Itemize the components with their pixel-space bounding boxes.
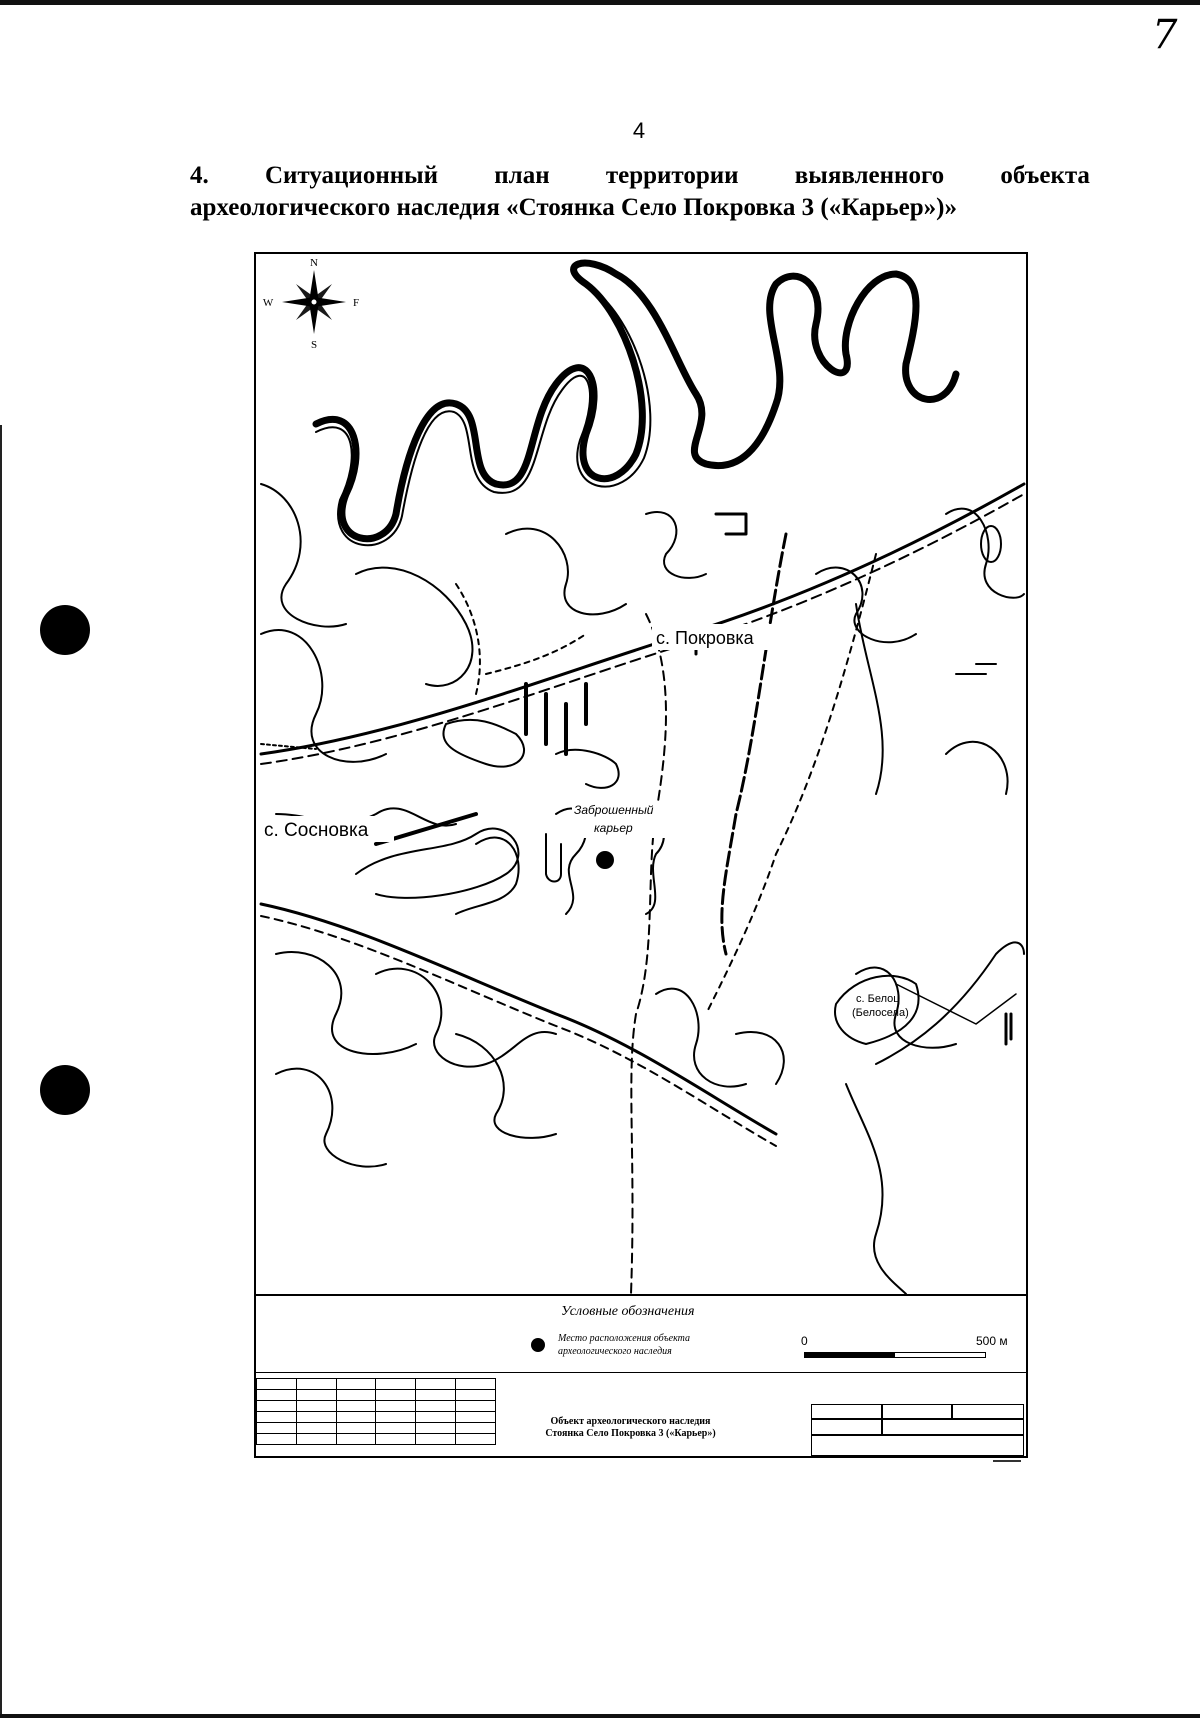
compass-n: N: [310, 257, 318, 269]
scale-end: 500 м: [976, 1334, 1008, 1348]
compass-s: S: [310, 339, 318, 351]
title-block-table: [256, 1378, 496, 1445]
compass-w: W: [262, 297, 274, 309]
legend-divider: [256, 1372, 1026, 1373]
map-canvas: [256, 254, 1026, 1294]
object-title-line1: Объект археологического наследия: [550, 1416, 711, 1427]
object-title-line2: Стоянка Село Покровка 3 («Карьер»): [545, 1428, 716, 1439]
top-edge-line: [0, 0, 1200, 5]
label-village-right: с. Белоц: [856, 993, 900, 1005]
punch-hole-bottom: [40, 1065, 90, 1115]
left-edge-line: [0, 425, 2, 1715]
label-quarry: Заброшенный: [574, 803, 654, 817]
heading-line-2: археологического наследия «Стоянка Село Покровка 3 («Карьер»)»: [190, 194, 957, 221]
heading-word: 4.: [190, 162, 209, 189]
heading-line-1: [190, 160, 1090, 192]
heading-word: Ситуационный: [264, 162, 439, 189]
section-heading: [190, 160, 1090, 224]
corner-mark: [993, 1460, 1021, 1462]
label-quarry-2: карьер: [594, 821, 633, 835]
label-village-right-2: (Белосела): [852, 1007, 909, 1019]
label-sosnovka: с. Сосновка: [264, 820, 369, 841]
compass-rose: [263, 257, 359, 351]
map-legend-block: [254, 1294, 1028, 1458]
scale-bar: [804, 1352, 986, 1358]
page-number: 4: [632, 118, 646, 143]
compass-e: F: [352, 297, 360, 309]
handwritten-page-mark: 7: [1152, 12, 1178, 58]
label-pokrovka: с. Покровка: [656, 628, 754, 648]
situation-map: [254, 252, 1028, 1296]
punch-hole-top: [40, 605, 90, 655]
legend-site-marker: [531, 1338, 545, 1352]
river-meander: [316, 263, 956, 539]
legend-title: Условные обозначения: [561, 1304, 695, 1319]
heading-word: территории: [605, 162, 739, 189]
scale-start: 0: [801, 1334, 808, 1348]
site-location-marker: [596, 851, 614, 869]
heading-word: объекта: [1000, 162, 1090, 189]
object-title: [518, 1416, 743, 1440]
legend-site-text: Место расположения объекта археологического наследия: [558, 1333, 690, 1357]
main-road: [261, 484, 1024, 754]
heading-word: план: [494, 162, 550, 189]
title-block-right-grid: [811, 1404, 1024, 1456]
bottom-edge-line: [0, 1714, 1200, 1718]
heading-word: выявленного: [794, 162, 945, 189]
